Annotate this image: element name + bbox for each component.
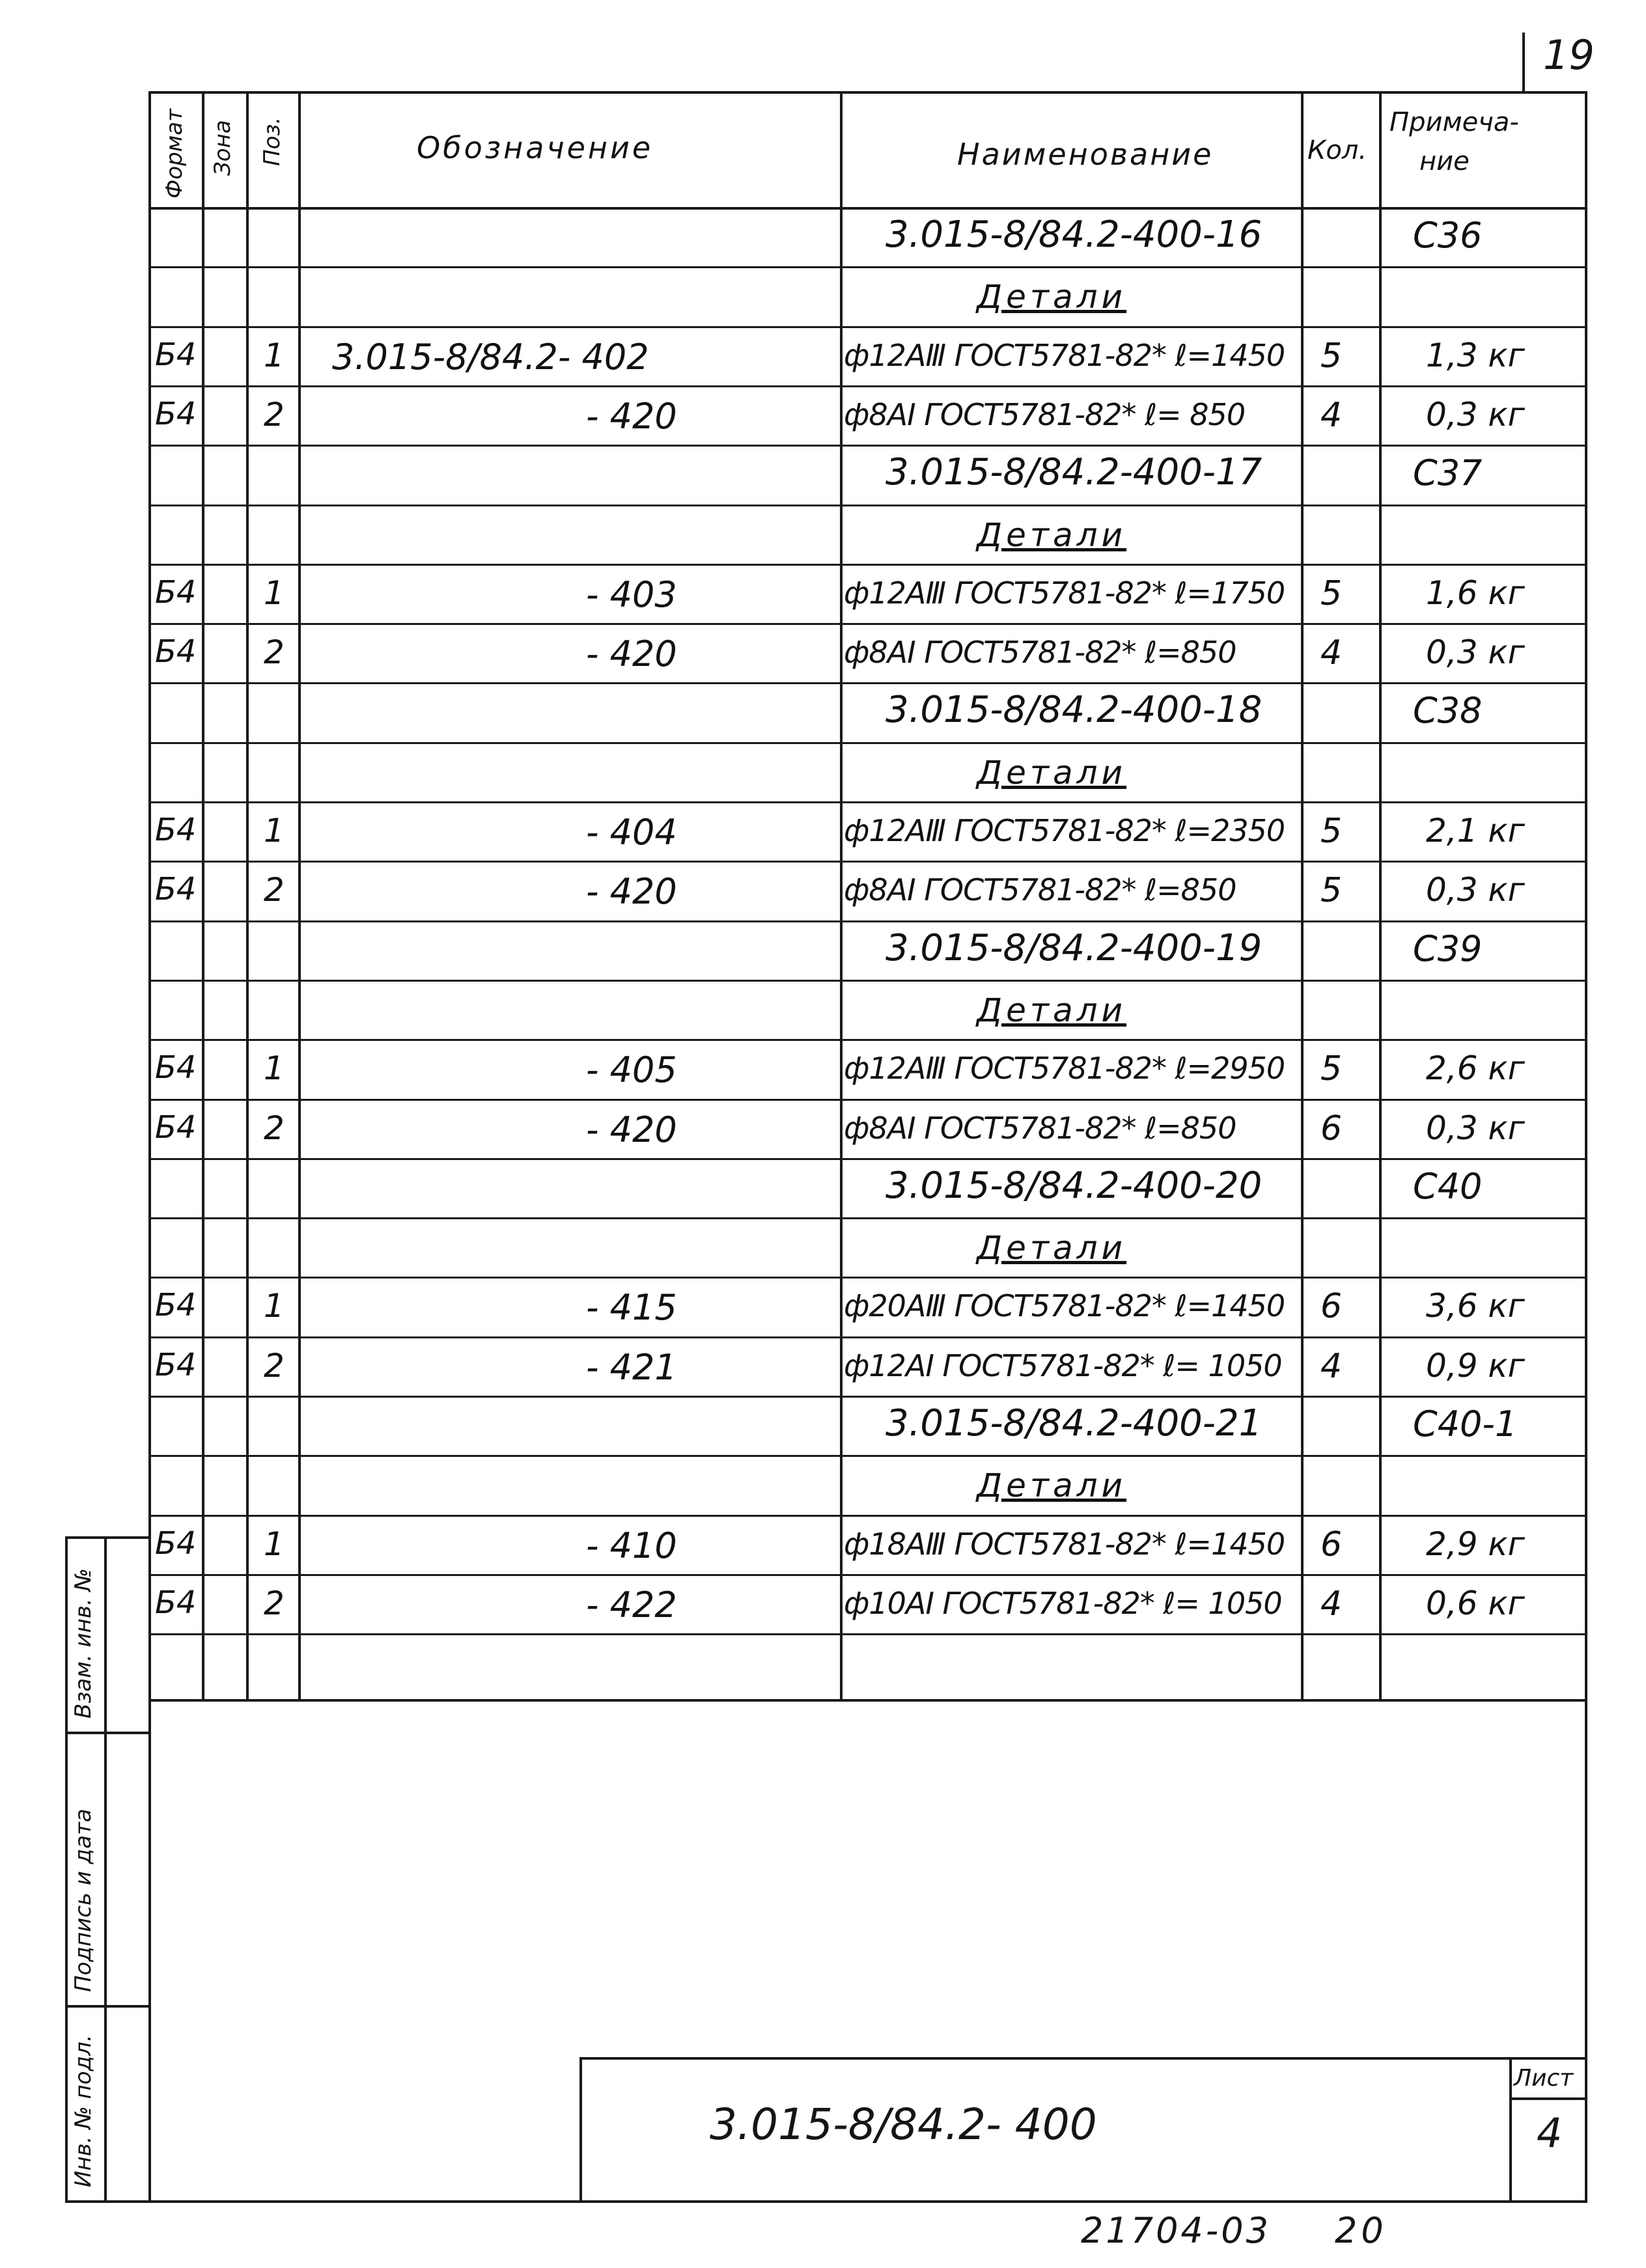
row-separator	[148, 1515, 1587, 1517]
row-name: ф12АⅢ ГОСТ5781-82* ℓ=2950	[844, 1051, 1285, 1086]
stamp-inv-podl: Инв. № подл.	[70, 2034, 96, 2187]
row-mass: 2,9 кг	[1426, 1525, 1525, 1563]
title-block-code: 3.015-8/84.2- 400	[710, 2099, 1097, 2150]
row-format: Б4	[155, 1287, 197, 1324]
row-separator	[148, 861, 1587, 863]
row-separator	[148, 445, 1587, 447]
row-designation: 3.015-8/84.2- 402	[332, 336, 649, 378]
row-designation: - 420	[586, 633, 677, 675]
subassembly-code: 3.015-8/84.2-400-18	[886, 689, 1262, 732]
subassembly-note: С37	[1413, 452, 1483, 494]
row-position: 2	[264, 1584, 285, 1622]
row-mass: 0,3 кг	[1426, 871, 1525, 909]
section-heading-details: Детали	[977, 1229, 1127, 1267]
subassembly-note: С38	[1413, 690, 1483, 732]
row-mass: 2,1 кг	[1426, 812, 1525, 850]
sheet-number: 4	[1537, 2109, 1563, 2157]
title-block-top	[579, 2057, 1586, 2060]
row-format: Б4	[155, 1525, 197, 1562]
section-heading-details: Детали	[977, 1467, 1127, 1505]
row-position: 2	[264, 633, 285, 672]
row-position: 1	[264, 574, 285, 612]
row-mass: 0,9 кг	[1426, 1346, 1525, 1385]
header-zone: Зона	[210, 120, 236, 176]
row-format: Б4	[155, 812, 197, 848]
row-separator	[148, 1039, 1587, 1041]
frame-left	[148, 91, 151, 2202]
frame-bottom	[148, 2200, 1587, 2203]
row-position: 1	[264, 1049, 285, 1088]
row-mass: 0,3 кг	[1426, 395, 1525, 434]
row-name: ф8АⅠ ГОСТ5781-82* ℓ=850	[844, 635, 1236, 671]
row-separator	[148, 385, 1587, 387]
section-heading-details: Детали	[977, 278, 1127, 316]
row-name: ф18АⅢ ГОСТ5781-82* ℓ=1450	[844, 1526, 1285, 1562]
row-separator	[148, 1099, 1587, 1101]
subassembly-code: 3.015-8/84.2-400-19	[886, 926, 1262, 969]
row-format: Б4	[155, 1109, 197, 1146]
row-quantity: 6	[1320, 1109, 1343, 1148]
subassembly-note: С36	[1413, 215, 1483, 256]
header-name: Наименование	[957, 137, 1214, 172]
row-position: 1	[264, 812, 285, 850]
row-separator	[148, 266, 1587, 268]
row-separator	[148, 920, 1587, 922]
row-name: ф20АⅢ ГОСТ5781-82* ℓ=1450	[844, 1288, 1285, 1324]
row-separator	[148, 980, 1587, 982]
row-quantity: 6	[1320, 1525, 1343, 1564]
row-mass: 0,6 кг	[1426, 1584, 1525, 1622]
row-position: 2	[264, 395, 285, 434]
row-quantity: 4	[1320, 1584, 1343, 1624]
row-quantity: 4	[1320, 395, 1343, 435]
subassembly-note: С39	[1413, 928, 1483, 969]
row-separator	[148, 1277, 1587, 1279]
row-separator	[148, 1574, 1587, 1576]
row-format: Б4	[155, 1346, 197, 1383]
order-number: 21704-03	[1081, 2210, 1271, 2251]
row-name: ф10АⅠ ГОСТ5781-82* ℓ= 1050	[844, 1585, 1282, 1621]
row-format: Б4	[155, 1584, 197, 1621]
subassembly-note: С40-1	[1413, 1404, 1518, 1445]
row-separator	[148, 742, 1587, 744]
row-designation: - 422	[586, 1584, 677, 1625]
header-pos: Поз.	[259, 117, 285, 166]
row-mass: 0,3 кг	[1426, 633, 1525, 672]
row-separator	[148, 1396, 1587, 1398]
page-number: 19	[1543, 31, 1595, 79]
row-designation: - 415	[586, 1287, 677, 1329]
section-heading-details: Детали	[977, 516, 1127, 554]
header-note-2: ние	[1419, 146, 1470, 176]
row-quantity: 5	[1320, 336, 1343, 376]
row-quantity: 5	[1320, 812, 1343, 851]
row-position: 2	[264, 1109, 285, 1147]
row-format: Б4	[155, 1049, 197, 1086]
stamp-podpis-data: Подпись и дата	[70, 1808, 96, 1992]
row-mass: 0,3 кг	[1426, 1109, 1525, 1147]
row-separator	[148, 1633, 1587, 1635]
row-name: ф8АⅠ ГОСТ5781-82* ℓ=850	[844, 1110, 1236, 1146]
row-separator	[148, 1336, 1587, 1338]
row-mass: 3,6 кг	[1426, 1287, 1525, 1325]
copy-number: 20	[1335, 2210, 1388, 2251]
row-format: Б4	[155, 633, 197, 671]
row-separator	[148, 623, 1587, 625]
row-quantity: 5	[1320, 871, 1343, 911]
row-name: ф12АⅠ ГОСТ5781-82* ℓ= 1050	[844, 1348, 1282, 1383]
row-format: Б4	[155, 395, 197, 432]
row-separator	[148, 564, 1587, 566]
row-position: 1	[264, 1287, 285, 1325]
row-separator	[148, 1158, 1587, 1160]
row-mass: 1,3 кг	[1426, 336, 1525, 374]
header-designation: Обозначение	[417, 130, 654, 165]
row-position: 2	[264, 871, 285, 909]
row-name: ф8АⅠ ГОСТ5781-82* ℓ=850	[844, 872, 1236, 908]
row-separator	[148, 1217, 1587, 1219]
row-designation: - 420	[586, 395, 677, 437]
frame-top	[148, 91, 1587, 94]
header-qty: Кол.	[1307, 135, 1367, 165]
frame-right	[1585, 91, 1587, 2202]
subassembly-code: 3.015-8/84.2-400-16	[886, 214, 1262, 256]
row-separator	[148, 682, 1587, 684]
row-quantity: 5	[1320, 1049, 1343, 1089]
row-designation: - 420	[586, 871, 677, 913]
header-format: Формат	[161, 109, 188, 199]
row-format: Б4	[155, 574, 197, 611]
sheet-label: Лист	[1514, 2065, 1574, 2092]
row-name: ф12АⅢ ГОСТ5781-82* ℓ=1750	[844, 575, 1285, 611]
row-position: 1	[264, 336, 285, 374]
row-quantity: 6	[1320, 1287, 1343, 1327]
row-separator	[148, 801, 1587, 803]
row-separator	[148, 505, 1587, 506]
row-position: 1	[264, 1525, 285, 1563]
row-quantity: 4	[1320, 1346, 1343, 1386]
subassembly-code: 3.015-8/84.2-400-21	[886, 1402, 1262, 1445]
section-heading-details: Детали	[977, 753, 1127, 792]
row-separator	[148, 326, 1587, 328]
row-mass: 2,6 кг	[1426, 1049, 1525, 1088]
row-name: ф8АⅠ ГОСТ5781-82* ℓ= 850	[844, 396, 1246, 432]
row-designation: - 410	[586, 1525, 677, 1566]
row-position: 2	[264, 1346, 285, 1385]
row-separator	[148, 1455, 1587, 1457]
stamp-vzam-inv: Взам. инв. №	[70, 1568, 96, 1719]
subassembly-note: С40	[1413, 1165, 1483, 1207]
subassembly-code: 3.015-8/84.2-400-17	[886, 451, 1262, 494]
row-mass: 1,6 кг	[1426, 574, 1525, 612]
row-format: Б4	[155, 871, 197, 908]
row-designation: - 420	[586, 1109, 677, 1150]
subassembly-code: 3.015-8/84.2-400-20	[886, 1164, 1262, 1207]
row-designation: - 421	[586, 1346, 677, 1388]
row-name: ф12АⅢ ГОСТ5781-82* ℓ=2350	[844, 813, 1285, 848]
row-designation: - 404	[586, 812, 677, 853]
row-format: Б4	[155, 336, 197, 373]
section-heading-details: Детали	[977, 991, 1127, 1029]
row-quantity: 4	[1320, 633, 1343, 673]
row-designation: - 403	[586, 574, 677, 615]
row-designation: - 405	[586, 1049, 677, 1091]
row-quantity: 5	[1320, 574, 1343, 613]
row-name: ф12АⅢ ГОСТ5781-82* ℓ=1450	[844, 337, 1285, 373]
header-note-1: Примеча-	[1389, 107, 1519, 137]
